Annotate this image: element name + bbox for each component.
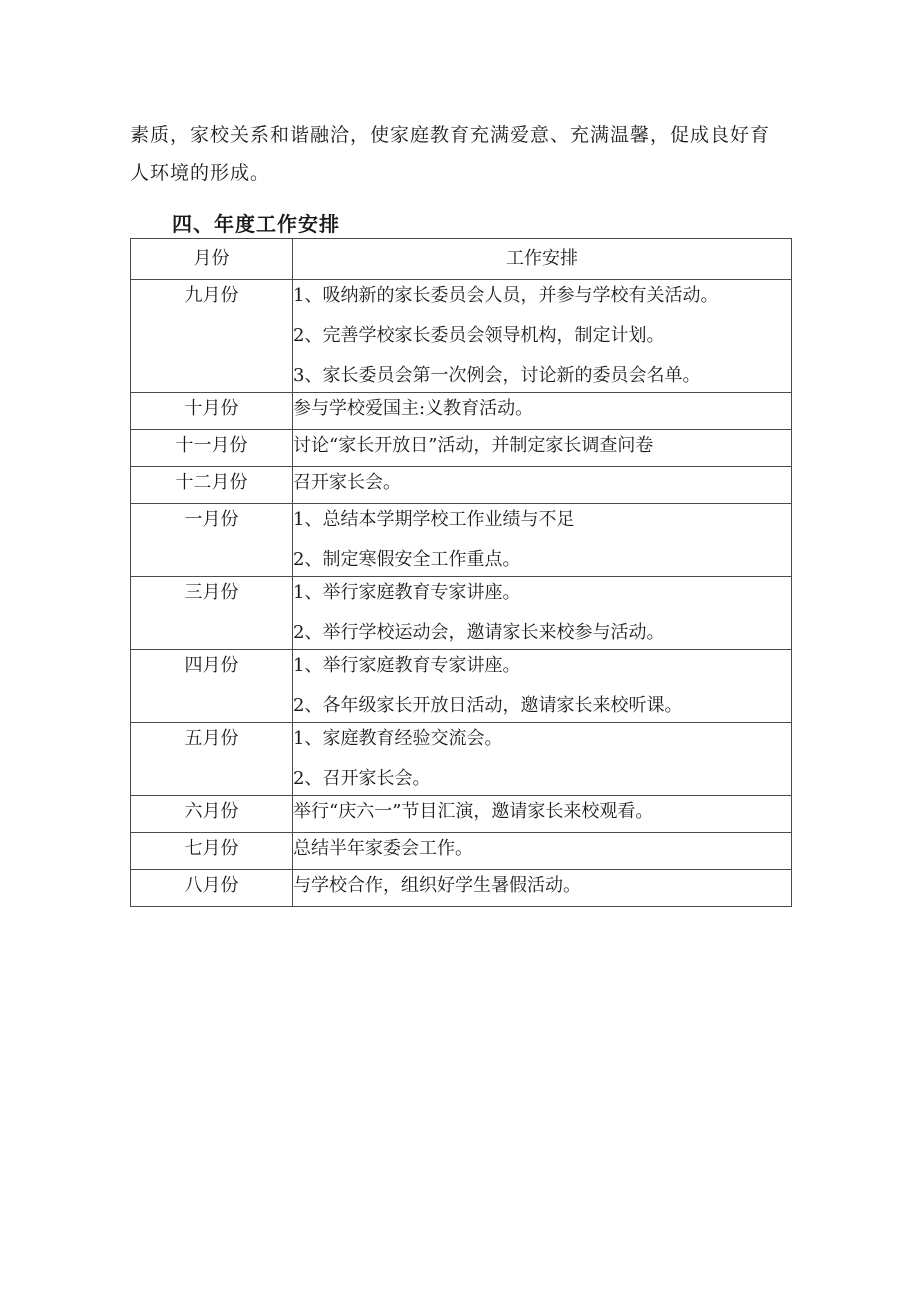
table-row <box>131 430 792 467</box>
work-cell <box>293 796 792 833</box>
paragraph-line-2: 人环境的形成。 <box>130 162 271 184</box>
work-item: 2、制定寒假安全工作重点。 <box>293 549 521 570</box>
month-cell: 八月份 <box>131 870 293 907</box>
work-item: 2、各年级家长开放日活动，邀请家长来校听课。 <box>293 695 683 716</box>
month-cell: 五月份 <box>131 723 293 796</box>
work-item: 讨论“家长开放日”活动，并制定家长调查问卷 <box>293 435 654 456</box>
work-cell <box>293 280 792 393</box>
work-cell <box>293 393 792 430</box>
work-item: 2、举行学校运动会，邀请家长来校参与活动。 <box>293 622 665 643</box>
month-cell: 十二月份 <box>131 467 293 504</box>
month-cell: 十一月份 <box>131 430 293 467</box>
work-item: 召开家长会。 <box>293 472 401 493</box>
table-row <box>131 577 792 650</box>
work-cell <box>293 504 792 577</box>
work-cell <box>293 467 792 504</box>
table-header-row <box>131 239 792 280</box>
work-cell <box>293 833 792 870</box>
work-item: 1、举行家庭教育专家讲座。 <box>293 582 521 603</box>
work-item: 1、家庭教育经验交流会。 <box>293 728 503 749</box>
table-row <box>131 650 792 723</box>
work-item: 参与学校爱国主:义教育活动。 <box>293 398 534 419</box>
table-row <box>131 870 792 907</box>
work-cell <box>293 723 792 796</box>
month-cell: 一月份 <box>131 504 293 577</box>
month-cell: 九月份 <box>131 280 293 393</box>
month-cell: 四月份 <box>131 650 293 723</box>
table-row <box>131 393 792 430</box>
work-item: 举行“庆六一”节目汇演，邀请家长来校观看。 <box>293 801 654 822</box>
work-item: 与学校合作，组织好学生暑假活动。 <box>293 875 581 896</box>
paragraph-line-1: 素质，家校关系和谐融洽，使家庭教育充满爱意、充满温馨，促成良好育 <box>130 124 771 146</box>
work-item: 总结半年家委会工作。 <box>293 838 473 859</box>
work-cell <box>293 650 792 723</box>
work-cell <box>293 577 792 650</box>
table-row <box>131 467 792 504</box>
work-cell <box>293 870 792 907</box>
header-work-plan: 工作安排 <box>293 239 792 280</box>
table-row <box>131 723 792 796</box>
table-row <box>131 504 792 577</box>
work-item: 1、总结本学期学校工作业绩与不足 <box>293 509 575 530</box>
section-heading: 四、年度工作安排 <box>172 212 340 236</box>
header-month: 月份 <box>131 239 293 280</box>
annual-schedule-table <box>130 238 792 907</box>
month-cell: 七月份 <box>131 833 293 870</box>
work-cell <box>293 430 792 467</box>
work-item: 3、家长委员会第一次例会，讨论新的委员会名单。 <box>293 365 701 386</box>
month-cell: 三月份 <box>131 577 293 650</box>
table-row <box>131 796 792 833</box>
work-item: 1、举行家庭教育专家讲座。 <box>293 655 521 676</box>
table-row <box>131 280 792 393</box>
month-cell: 十月份 <box>131 393 293 430</box>
work-item: 2、召开家长会。 <box>293 768 431 789</box>
table-row <box>131 833 792 870</box>
work-item: 1、吸纳新的家长委员会人员，并参与学校有关活动。 <box>293 285 719 306</box>
month-cell: 六月份 <box>131 796 293 833</box>
work-item: 2、完善学校家长委员会领导机构，制定计划。 <box>293 325 665 346</box>
